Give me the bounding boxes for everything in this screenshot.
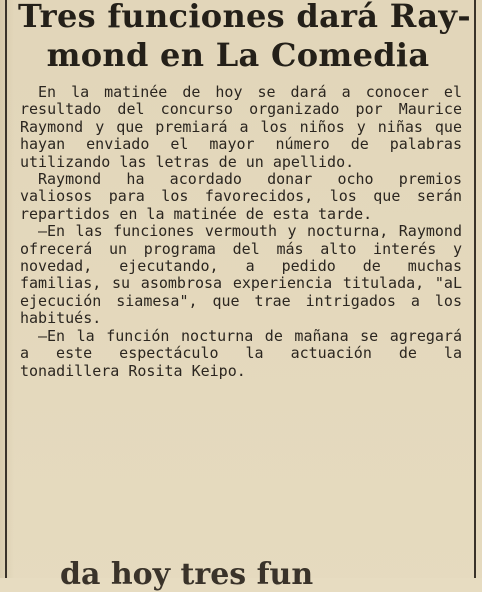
headline-line-1: Tres funciones dará Ray- bbox=[18, 0, 471, 35]
paragraph-1: En la matinée de hoy se dará a conocer el resultado del concurso organizado por Maurice Raymond y que premiará a los niños y niñas que hayan enviado el mayor número de palabras utilizando las letras de un apellido. bbox=[20, 83, 462, 171]
paragraph-2: Raymond ha acordado donar ocho premios valiosos para los favorecidos, los que serán repartidos en la matinée de esta tarde. bbox=[20, 170, 462, 223]
headline-line-2: mond en La Comedia bbox=[46, 36, 430, 74]
column-rule-left bbox=[5, 0, 7, 578]
paragraph-4: —En la función nocturna de mañana se agregará a este espectáculo la actuación de la tonadillera Rosita Keipo. bbox=[20, 326, 462, 380]
next-article-headline: da hoy tres fun bbox=[60, 558, 314, 592]
paragraph-3: —En las funciones vermouth y nocturna, Raymond ofrecerá un programa del más alto interés y novedad, ejecutando, a pedido de muchas familias, su asombrosa experiencia titulada, "aL ejecución siamesa", que trae intrigados a los habitués. bbox=[20, 222, 462, 328]
column-rule-right bbox=[474, 0, 476, 578]
article-body bbox=[20, 84, 462, 380]
